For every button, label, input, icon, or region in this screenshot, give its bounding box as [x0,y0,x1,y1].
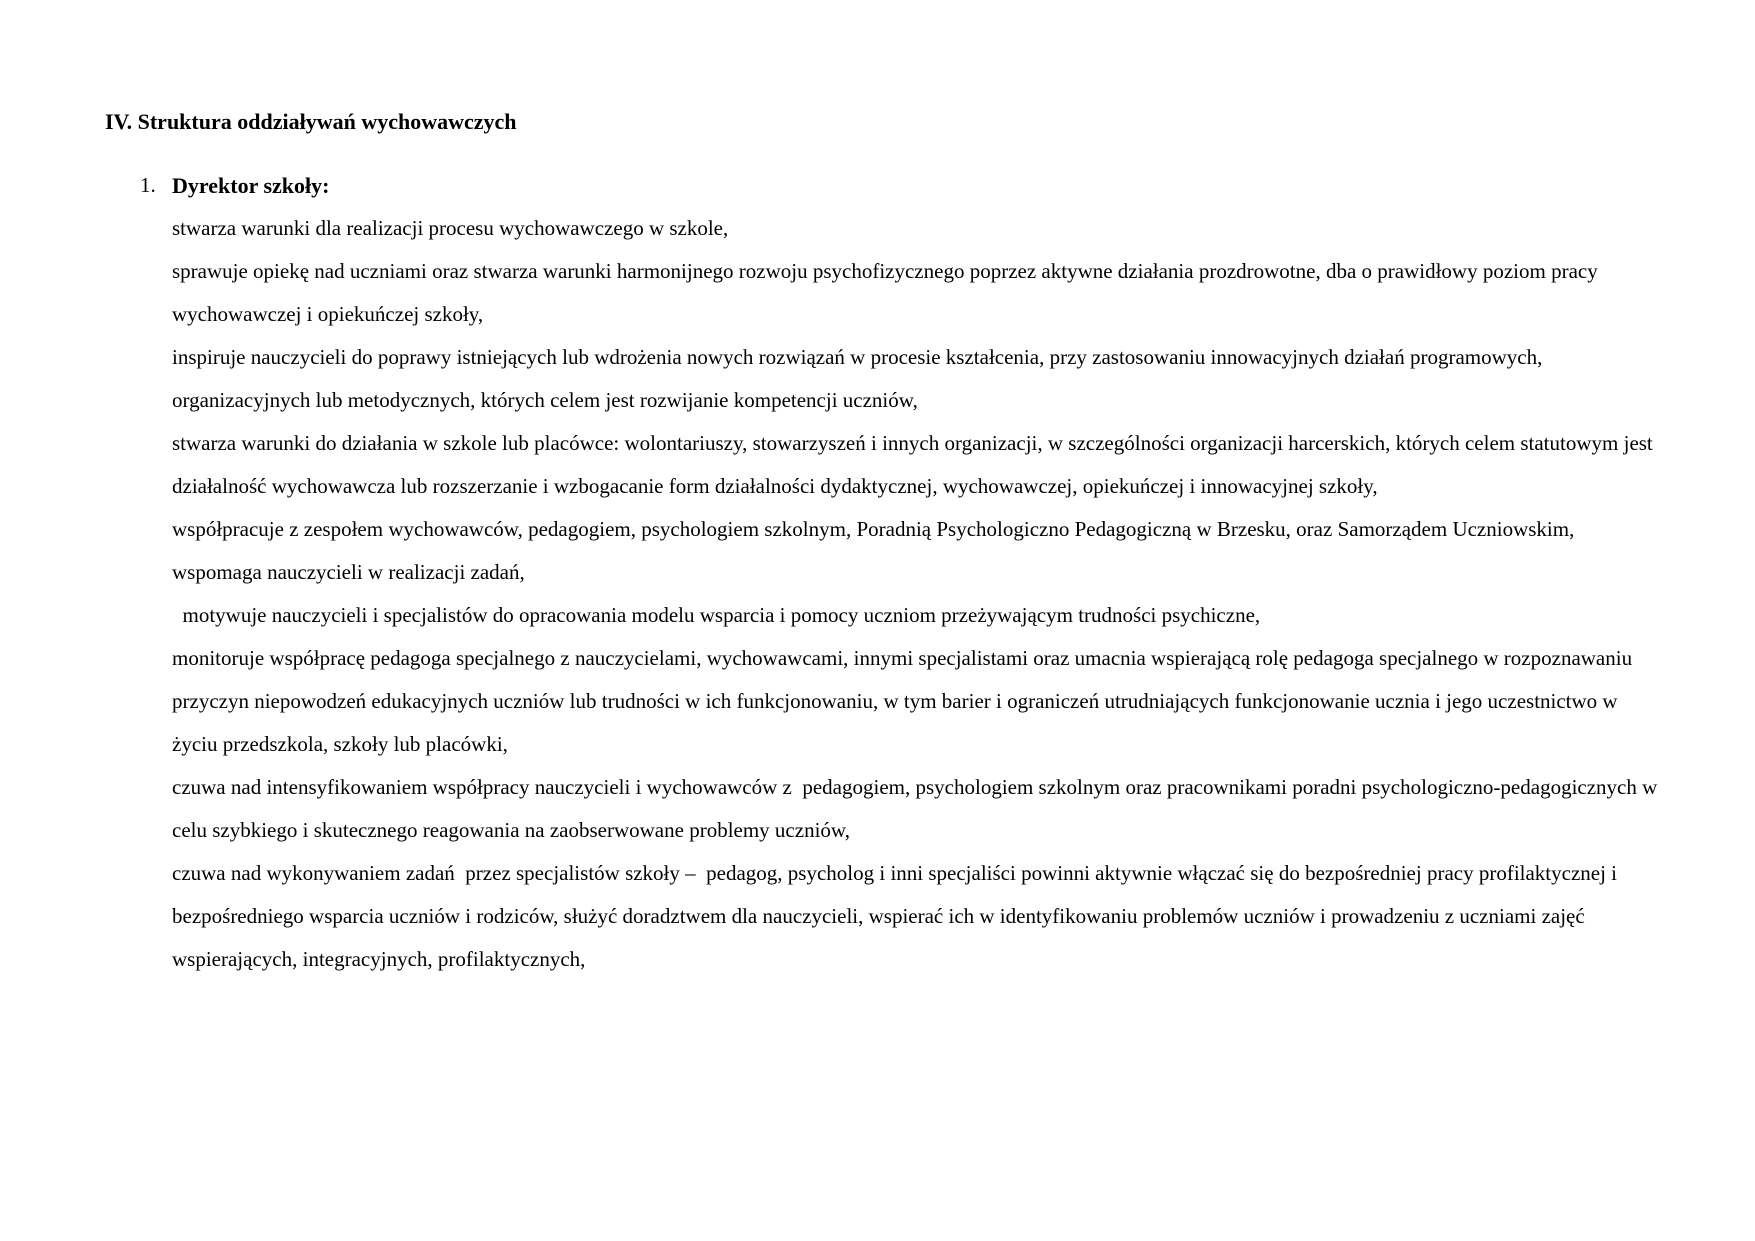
list-item-head [140,164,1695,207]
paragraph: współpracuje z zespołem wychowawców, pedagogiem, psychologiem szkolnym, Poradnią Psychologiczno Pedagogiczną w Brzesku, oraz Samorządem Uczniowskim, wspomaga nauczycieli w realizacji zadań, [172,517,1580,584]
paragraph: motywuje nauczycieli i specjalistów do opracowania modelu wsparcia i pomocy uczniom przeżywającym trudności psychiczne, [172,603,1261,627]
list-item-heading: Dyrektor szkoły: [172,173,330,198]
list-item-number: 1. [140,173,156,197]
paragraph: czuwa nad wykonywaniem zadań przez specjalistów szkoły – pedagog, psycholog i inni specjaliści powinni aktywnie włączać się do bezpośredniej pracy profilaktycznej i bezpośredniego wsparcia uczniów i rodziców, służyć doradztwem dla nauczycieli, wspierać ich w identyfikowaniu problemów uczniów i prowadzeniu z uczniami zajęć wspierających, integracyjnych, profilaktycznych, [172,861,1623,971]
numbered-list-item [105,164,1695,981]
section-title: IV. Struktura oddziaływań wychowawczych [105,109,517,134]
paragraph: czuwa nad intensyfikowaniem współpracy nauczycieli i wychowawców z pedagogiem, psychologiem szkolnym oraz pracownikami poradni psychologiczno-pedagogicznych w celu szybkiego i skutecznego reagowania na zaobserwowane problemy uczniów, [172,775,1663,842]
paragraph: stwarza warunki dla realizacji procesu wychowawczego w szkole, [172,216,729,240]
paragraph: sprawuje opiekę nad uczniami oraz stwarza warunki harmonijnego rozwoju psychofizycznego poprzez aktywne działania prozdrowotne, dba o prawidłowy poziom pracy wychowawczej i opiekuńczej szkoły, [172,259,1603,326]
list-item-body [172,207,1662,981]
paragraph: stwarza warunki do działania w szkole lub placówce: wolontariuszy, stowarzyszeń i innych organizacji, w szczególności organizacji harcerskich, których celem statutowym jest działalność wychowawcza lub rozszerzanie i wzbogacanie form działalności dydaktycznej, wychowawczej, opiekuńczej i innowacyjnej szkoły, [172,431,1659,498]
paragraph: inspiruje nauczycieli do poprawy istniejących lub wdrożenia nowych rozwiązań w procesie kształcenia, przy zastosowaniu innowacyjnych działań programowych, organizacyjnych lub metodycznych, których celem jest rozwijanie kompetencji uczniów, [172,345,1548,412]
paragraph: monitoruje współpracę pedagoga specjalnego z nauczycielami, wychowawcami, innymi specjalistami oraz umacnia wspierającą rolę pedagoga specjalnego w rozpoznawaniu przyczyn niepowodzeń edukacyjnych uczniów lub trudności w ich funkcjonowaniu, w tym barier i ograniczeń utrudniających funkcjonowanie ucznia i jego uczestnictwo w życiu przedszkola, szkoły lub placówki, [172,646,1638,756]
